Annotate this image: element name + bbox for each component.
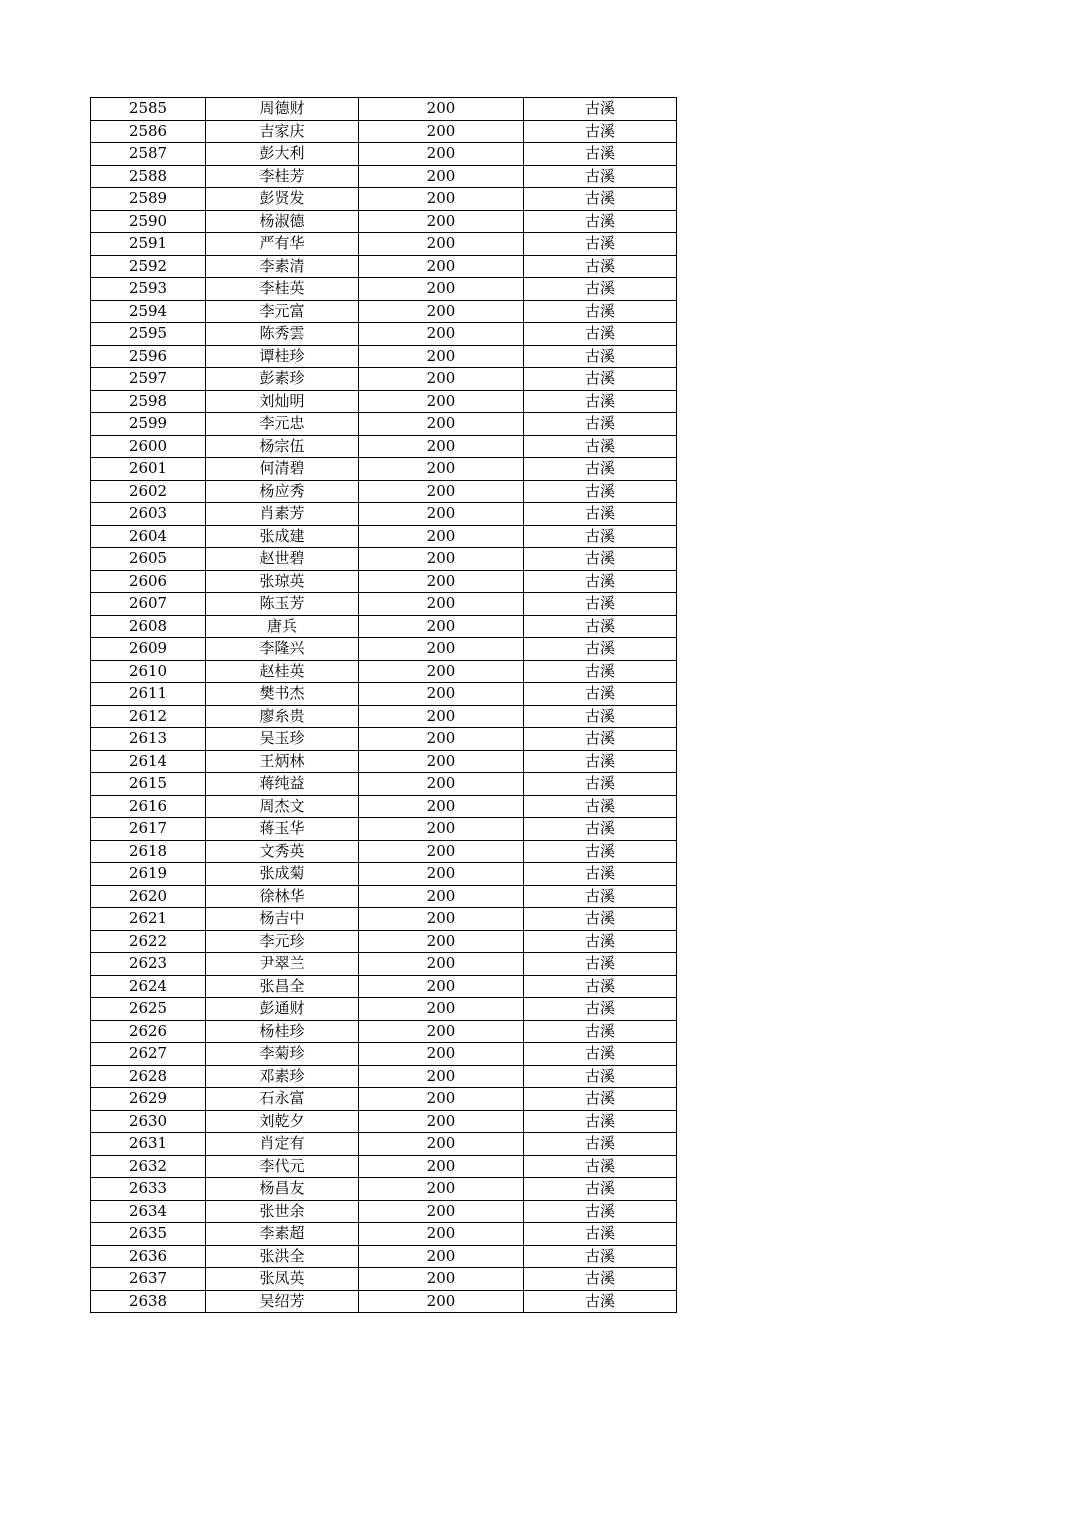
town-cell: 古溪 <box>524 818 677 841</box>
person-name-cell: 杨应秀 <box>206 480 359 503</box>
person-name-cell: 吴玉珍 <box>206 728 359 751</box>
table-row <box>91 345 677 368</box>
row-number-cell: 2633 <box>91 1178 206 1201</box>
row-number-cell: 2599 <box>91 413 206 436</box>
amount-cell: 200 <box>359 120 524 143</box>
amount-cell: 200 <box>359 525 524 548</box>
table-row <box>91 1065 677 1088</box>
table-row <box>91 98 677 121</box>
amount-cell: 200 <box>359 1110 524 1133</box>
town-cell: 古溪 <box>524 750 677 773</box>
row-number-cell: 2605 <box>91 548 206 571</box>
row-number-cell: 2593 <box>91 278 206 301</box>
row-number-cell: 2630 <box>91 1110 206 1133</box>
person-name-cell: 尹翠兰 <box>206 953 359 976</box>
amount-cell: 200 <box>359 548 524 571</box>
row-number-cell: 2585 <box>91 98 206 121</box>
person-name-cell: 周杰文 <box>206 795 359 818</box>
person-name-cell: 李素清 <box>206 255 359 278</box>
town-cell: 古溪 <box>524 773 677 796</box>
person-name-cell: 邓素珍 <box>206 1065 359 1088</box>
table-row <box>91 165 677 188</box>
table-row <box>91 885 677 908</box>
amount-cell: 200 <box>359 660 524 683</box>
table-row <box>91 930 677 953</box>
row-number-cell: 2635 <box>91 1223 206 1246</box>
row-number-cell: 2631 <box>91 1133 206 1156</box>
row-number-cell: 2595 <box>91 323 206 346</box>
person-name-cell: 蒋玉华 <box>206 818 359 841</box>
amount-cell: 200 <box>359 1155 524 1178</box>
amount-cell: 200 <box>359 233 524 256</box>
amount-cell: 200 <box>359 638 524 661</box>
row-number-cell: 2588 <box>91 165 206 188</box>
row-number-cell: 2624 <box>91 975 206 998</box>
person-name-cell: 张洪全 <box>206 1245 359 1268</box>
table-row <box>91 795 677 818</box>
person-name-cell: 彭通财 <box>206 998 359 1021</box>
row-number-cell: 2592 <box>91 255 206 278</box>
town-cell: 古溪 <box>524 570 677 593</box>
table-row <box>91 953 677 976</box>
amount-cell: 200 <box>359 390 524 413</box>
table-row <box>91 458 677 481</box>
row-number-cell: 2613 <box>91 728 206 751</box>
row-number-cell: 2617 <box>91 818 206 841</box>
row-number-cell: 2619 <box>91 863 206 886</box>
amount-cell: 200 <box>359 683 524 706</box>
amount-cell: 200 <box>359 278 524 301</box>
person-name-cell: 肖素芳 <box>206 503 359 526</box>
person-name-cell: 杨昌友 <box>206 1178 359 1201</box>
person-name-cell: 何清碧 <box>206 458 359 481</box>
row-number-cell: 2627 <box>91 1043 206 1066</box>
amount-cell: 200 <box>359 998 524 1021</box>
row-number-cell: 2608 <box>91 615 206 638</box>
town-cell: 古溪 <box>524 1043 677 1066</box>
table-row <box>91 750 677 773</box>
amount-cell: 200 <box>359 210 524 233</box>
town-cell: 古溪 <box>524 503 677 526</box>
person-name-cell: 刘乾夕 <box>206 1110 359 1133</box>
table-row <box>91 435 677 458</box>
table-row <box>91 1088 677 1111</box>
table-row <box>91 818 677 841</box>
table-row <box>91 570 677 593</box>
town-cell: 古溪 <box>524 728 677 751</box>
roster-table <box>90 97 677 1313</box>
row-number-cell: 2616 <box>91 795 206 818</box>
row-number-cell: 2591 <box>91 233 206 256</box>
town-cell: 古溪 <box>524 1245 677 1268</box>
row-number-cell: 2607 <box>91 593 206 616</box>
person-name-cell: 刘灿明 <box>206 390 359 413</box>
town-cell: 古溪 <box>524 98 677 121</box>
town-cell: 古溪 <box>524 413 677 436</box>
town-cell: 古溪 <box>524 1020 677 1043</box>
row-number-cell: 2620 <box>91 885 206 908</box>
town-cell: 古溪 <box>524 1178 677 1201</box>
person-name-cell: 张成建 <box>206 525 359 548</box>
town-cell: 古溪 <box>524 368 677 391</box>
amount-cell: 200 <box>359 1223 524 1246</box>
town-cell: 古溪 <box>524 1200 677 1223</box>
town-cell: 古溪 <box>524 975 677 998</box>
person-name-cell: 张琼英 <box>206 570 359 593</box>
person-name-cell: 张昌全 <box>206 975 359 998</box>
table-row <box>91 278 677 301</box>
person-name-cell: 赵桂英 <box>206 660 359 683</box>
row-number-cell: 2611 <box>91 683 206 706</box>
row-number-cell: 2590 <box>91 210 206 233</box>
town-cell: 古溪 <box>524 683 677 706</box>
amount-cell: 200 <box>359 458 524 481</box>
amount-cell: 200 <box>359 255 524 278</box>
table-row <box>91 615 677 638</box>
row-number-cell: 2603 <box>91 503 206 526</box>
amount-cell: 200 <box>359 750 524 773</box>
person-name-cell: 樊书杰 <box>206 683 359 706</box>
table-row <box>91 120 677 143</box>
amount-cell: 200 <box>359 975 524 998</box>
person-name-cell: 李元富 <box>206 300 359 323</box>
row-number-cell: 2600 <box>91 435 206 458</box>
table-row <box>91 548 677 571</box>
table-row <box>91 908 677 931</box>
row-number-cell: 2623 <box>91 953 206 976</box>
table-row <box>91 1245 677 1268</box>
person-name-cell: 彭素珍 <box>206 368 359 391</box>
amount-cell: 200 <box>359 593 524 616</box>
town-cell: 古溪 <box>524 615 677 638</box>
town-cell: 古溪 <box>524 593 677 616</box>
person-name-cell: 张成菊 <box>206 863 359 886</box>
row-number-cell: 2606 <box>91 570 206 593</box>
amount-cell: 200 <box>359 705 524 728</box>
town-cell: 古溪 <box>524 233 677 256</box>
row-number-cell: 2612 <box>91 705 206 728</box>
person-name-cell: 肖定有 <box>206 1133 359 1156</box>
table-row <box>91 390 677 413</box>
person-name-cell: 杨宗伍 <box>206 435 359 458</box>
person-name-cell: 杨吉中 <box>206 908 359 931</box>
town-cell: 古溪 <box>524 998 677 1021</box>
person-name-cell: 李桂英 <box>206 278 359 301</box>
row-number-cell: 2609 <box>91 638 206 661</box>
row-number-cell: 2636 <box>91 1245 206 1268</box>
amount-cell: 200 <box>359 795 524 818</box>
amount-cell: 200 <box>359 885 524 908</box>
amount-cell: 200 <box>359 480 524 503</box>
town-cell: 古溪 <box>524 210 677 233</box>
person-name-cell: 李隆兴 <box>206 638 359 661</box>
town-cell: 古溪 <box>524 1088 677 1111</box>
amount-cell: 200 <box>359 773 524 796</box>
amount-cell: 200 <box>359 503 524 526</box>
person-name-cell: 杨淑德 <box>206 210 359 233</box>
row-number-cell: 2637 <box>91 1268 206 1291</box>
amount-cell: 200 <box>359 863 524 886</box>
amount-cell: 200 <box>359 1178 524 1201</box>
roster-table-body <box>91 98 677 1313</box>
table-row <box>91 1268 677 1291</box>
row-number-cell: 2618 <box>91 840 206 863</box>
town-cell: 古溪 <box>524 188 677 211</box>
row-number-cell: 2586 <box>91 120 206 143</box>
amount-cell: 200 <box>359 413 524 436</box>
amount-cell: 200 <box>359 1268 524 1291</box>
person-name-cell: 吴绍芳 <box>206 1290 359 1313</box>
person-name-cell: 谭桂珍 <box>206 345 359 368</box>
table-row <box>91 705 677 728</box>
row-number-cell: 2602 <box>91 480 206 503</box>
town-cell: 古溪 <box>524 480 677 503</box>
person-name-cell: 严有华 <box>206 233 359 256</box>
amount-cell: 200 <box>359 345 524 368</box>
town-cell: 古溪 <box>524 840 677 863</box>
person-name-cell: 廖糸贵 <box>206 705 359 728</box>
person-name-cell: 李素超 <box>206 1223 359 1246</box>
town-cell: 古溪 <box>524 255 677 278</box>
town-cell: 古溪 <box>524 1110 677 1133</box>
town-cell: 古溪 <box>524 435 677 458</box>
table-row <box>91 233 677 256</box>
table-row <box>91 188 677 211</box>
row-number-cell: 2610 <box>91 660 206 683</box>
table-row <box>91 1178 677 1201</box>
person-name-cell: 杨桂珍 <box>206 1020 359 1043</box>
person-name-cell: 赵世碧 <box>206 548 359 571</box>
town-cell: 古溪 <box>524 143 677 166</box>
town-cell: 古溪 <box>524 795 677 818</box>
table-row <box>91 1200 677 1223</box>
amount-cell: 200 <box>359 300 524 323</box>
person-name-cell: 彭大利 <box>206 143 359 166</box>
table-row <box>91 1043 677 1066</box>
row-number-cell: 2622 <box>91 930 206 953</box>
town-cell: 古溪 <box>524 548 677 571</box>
town-cell: 古溪 <box>524 638 677 661</box>
amount-cell: 200 <box>359 728 524 751</box>
row-number-cell: 2628 <box>91 1065 206 1088</box>
town-cell: 古溪 <box>524 323 677 346</box>
table-row <box>91 1223 677 1246</box>
person-name-cell: 陈秀雲 <box>206 323 359 346</box>
person-name-cell: 徐林华 <box>206 885 359 908</box>
town-cell: 古溪 <box>524 300 677 323</box>
table-row <box>91 1020 677 1043</box>
table-row <box>91 368 677 391</box>
town-cell: 古溪 <box>524 705 677 728</box>
town-cell: 古溪 <box>524 885 677 908</box>
person-name-cell: 李桂芳 <box>206 165 359 188</box>
table-row <box>91 300 677 323</box>
amount-cell: 200 <box>359 1245 524 1268</box>
table-row <box>91 660 677 683</box>
row-number-cell: 2594 <box>91 300 206 323</box>
person-name-cell: 周德财 <box>206 98 359 121</box>
amount-cell: 200 <box>359 1200 524 1223</box>
row-number-cell: 2596 <box>91 345 206 368</box>
town-cell: 古溪 <box>524 1223 677 1246</box>
table-row <box>91 323 677 346</box>
row-number-cell: 2587 <box>91 143 206 166</box>
town-cell: 古溪 <box>524 458 677 481</box>
table-row <box>91 998 677 1021</box>
amount-cell: 200 <box>359 840 524 863</box>
person-name-cell: 王炳林 <box>206 750 359 773</box>
person-name-cell: 李菊珍 <box>206 1043 359 1066</box>
row-number-cell: 2604 <box>91 525 206 548</box>
person-name-cell: 吉家庆 <box>206 120 359 143</box>
amount-cell: 200 <box>359 615 524 638</box>
amount-cell: 200 <box>359 1065 524 1088</box>
town-cell: 古溪 <box>524 1290 677 1313</box>
amount-cell: 200 <box>359 165 524 188</box>
person-name-cell: 蒋纯益 <box>206 773 359 796</box>
amount-cell: 200 <box>359 98 524 121</box>
town-cell: 古溪 <box>524 908 677 931</box>
row-number-cell: 2601 <box>91 458 206 481</box>
person-name-cell: 李代元 <box>206 1155 359 1178</box>
row-number-cell: 2629 <box>91 1088 206 1111</box>
person-name-cell: 李元珍 <box>206 930 359 953</box>
amount-cell: 200 <box>359 818 524 841</box>
row-number-cell: 2625 <box>91 998 206 1021</box>
town-cell: 古溪 <box>524 525 677 548</box>
table-row <box>91 683 677 706</box>
person-name-cell: 陈玉芳 <box>206 593 359 616</box>
row-number-cell: 2615 <box>91 773 206 796</box>
amount-cell: 200 <box>359 930 524 953</box>
amount-cell: 200 <box>359 953 524 976</box>
town-cell: 古溪 <box>524 660 677 683</box>
table-row <box>91 593 677 616</box>
person-name-cell: 唐兵 <box>206 615 359 638</box>
table-row <box>91 210 677 233</box>
amount-cell: 200 <box>359 323 524 346</box>
town-cell: 古溪 <box>524 278 677 301</box>
amount-cell: 200 <box>359 1043 524 1066</box>
person-name-cell: 石永富 <box>206 1088 359 1111</box>
row-number-cell: 2626 <box>91 1020 206 1043</box>
town-cell: 古溪 <box>524 120 677 143</box>
amount-cell: 200 <box>359 1088 524 1111</box>
person-name-cell: 彭贤发 <box>206 188 359 211</box>
town-cell: 古溪 <box>524 1065 677 1088</box>
town-cell: 古溪 <box>524 1155 677 1178</box>
table-row <box>91 1290 677 1313</box>
table-row <box>91 255 677 278</box>
person-name-cell: 李元忠 <box>206 413 359 436</box>
amount-cell: 200 <box>359 368 524 391</box>
row-number-cell: 2638 <box>91 1290 206 1313</box>
person-name-cell: 文秀英 <box>206 840 359 863</box>
row-number-cell: 2632 <box>91 1155 206 1178</box>
person-name-cell: 张世余 <box>206 1200 359 1223</box>
table-row <box>91 143 677 166</box>
table-row <box>91 1155 677 1178</box>
town-cell: 古溪 <box>524 165 677 188</box>
table-row <box>91 1110 677 1133</box>
amount-cell: 200 <box>359 570 524 593</box>
table-row <box>91 480 677 503</box>
amount-cell: 200 <box>359 1290 524 1313</box>
row-number-cell: 2621 <box>91 908 206 931</box>
town-cell: 古溪 <box>524 1268 677 1291</box>
table-row <box>91 773 677 796</box>
row-number-cell: 2614 <box>91 750 206 773</box>
table-row <box>91 863 677 886</box>
town-cell: 古溪 <box>524 1133 677 1156</box>
table-row <box>91 975 677 998</box>
amount-cell: 200 <box>359 1133 524 1156</box>
town-cell: 古溪 <box>524 930 677 953</box>
row-number-cell: 2634 <box>91 1200 206 1223</box>
table-row <box>91 525 677 548</box>
town-cell: 古溪 <box>524 953 677 976</box>
person-name-cell: 张凤英 <box>206 1268 359 1291</box>
row-number-cell: 2589 <box>91 188 206 211</box>
table-row <box>91 840 677 863</box>
amount-cell: 200 <box>359 435 524 458</box>
row-number-cell: 2598 <box>91 390 206 413</box>
amount-cell: 200 <box>359 1020 524 1043</box>
table-row <box>91 728 677 751</box>
table-row <box>91 1133 677 1156</box>
row-number-cell: 2597 <box>91 368 206 391</box>
town-cell: 古溪 <box>524 863 677 886</box>
table-row <box>91 413 677 436</box>
table-row <box>91 638 677 661</box>
table-row <box>91 503 677 526</box>
town-cell: 古溪 <box>524 390 677 413</box>
amount-cell: 200 <box>359 188 524 211</box>
town-cell: 古溪 <box>524 345 677 368</box>
amount-cell: 200 <box>359 143 524 166</box>
amount-cell: 200 <box>359 908 524 931</box>
